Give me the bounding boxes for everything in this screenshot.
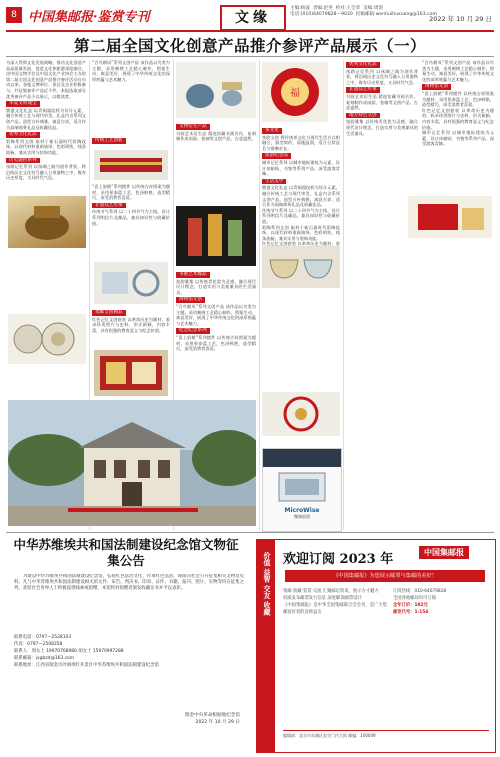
tag: 纪念纪念系列 — [176, 328, 210, 334]
product-photo-jewelry — [94, 262, 168, 304]
page-headline: 第二届全国文化创意产品推介参评产品展示（一） — [73, 36, 426, 55]
notice-sign-org: 瑞金中央革命根据地纪念馆 — [184, 713, 240, 718]
article-text: “百鸟朝凤”系列文创产品 该作品以鸟类为主题，采用刺绣工艺精心制作，图案生动，寓意美好，展现了中华传统文化的深厚底蕴与艺术魅力。 — [422, 60, 494, 82]
side-banner-text: 价值 益智 交友 收藏 — [263, 552, 271, 616]
tag: 书画艺术臻品 — [176, 272, 210, 278]
article-text: 彩陶系列文创 取材于新石器时代彩陶纹饰，以现代材料重新演绎，色彩明快，线条流畅，兼具实用与装饰功能。 — [262, 224, 340, 241]
ad-brand: MicroWise — [284, 507, 320, 514]
tag: 地方特色文创 — [346, 113, 380, 119]
tag: 旅游纪念品 — [262, 153, 291, 159]
article-text: 茶韵文创 将传统茶文化与现代生活方式相融合，器型简约，质地温润，适合日常品茗与馈赠亲友。 — [262, 134, 340, 151]
subscribe-slogan: 《中国集邮报》为您展示邮票与集邮的美好！ — [285, 570, 485, 582]
article-text: 瓷韵雅集 以传统青花瓷为灵感，融合现代设计理念，打造实用与美观兼具的生活器具。 — [176, 278, 256, 295]
product-photo-plates — [8, 314, 86, 364]
subscribe-line: 《中国集邮报》是中华全国集邮联合会会刊，是广大集邮爱好者的良师益友 — [283, 603, 387, 615]
subscribe-footer — [283, 730, 489, 751]
product-photo-figures — [176, 206, 256, 266]
article-text: 彩陶系列文创 取材于新石器时代彩陶纹饰，以现代材料重新演绎，色彩明快，线条流畅，兼具实用与装饰功能。 — [6, 138, 86, 155]
product-photo-box — [408, 196, 492, 238]
ad-banner — [263, 449, 341, 467]
article-text: 书画艺术衍生品 精选馆藏书画名作，复刻制作成扇面、卷轴等文创产品，古意盎然。 — [176, 130, 256, 142]
microwise-ad — [262, 448, 342, 532]
subscribe-zip: 邮编：100009 — [348, 733, 376, 738]
page-header — [6, 4, 494, 32]
column-3-top — [176, 122, 256, 206]
article-text: 红色记忆文创套装 以革命历史为题材，收录珍贵图片与史料，形式新颖，内容丰富，具有很强的教育意义与纪念价值。 — [92, 316, 170, 333]
notice-title: 中华苏维埃共和国法制建设纪念馆文物征集公告 — [13, 537, 239, 568]
column-divider — [259, 60, 260, 530]
article-text: 鼎盛文化礼盒 以青铜器纹样为设计元素，融合传统工艺与现代审美，礼盒内含系列文创产品，造型古朴典雅，寓意吉祥，适合作为高端商务礼品及收藏佳品。 — [6, 107, 86, 130]
article-text: “百鸟朝凤”系列文创产品 该作品以鸟类为主题，采用刺绣工艺精心制作，图案生动，寓意美好，展现了中华传统文化的深厚底蕴与艺术魅力。 — [92, 60, 170, 82]
article-text: 城市记忆系列 以城市地标建筑为元素，设计冰箱贴、书签等系列产品，深受游客青睐。 — [422, 130, 494, 147]
article-text: “喜上眉梢”系列摆件 以传统吉祥图案为题材，采用景泰蓝工艺，色泽鲜艳，造型精巧，深受消费者喜爱。 — [422, 90, 494, 108]
article-text: 瓷韵雅集 以传统青花瓷为灵感，融合现代设计理念，打造实用与美观兼具的生活器具。 — [346, 119, 418, 136]
product-photo-bronze — [8, 196, 86, 248]
subscribe-welcome: 欢迎订阅 2023 年 — [283, 552, 394, 567]
intro-text: 为深入贯彻文化发展战略，推动文化创意产品高质量发展，促进文化和旅游深度融合，由中国文物学会及中国文化产业协会主办的第二届全国文化创意产品推介参评活动自启动以来，各地文博单位、景区及企业积极参与，共征集参评产品近千件。本报选取部分优秀参评产品予以展示，以飨读者。 — [6, 60, 86, 99]
tag: 博物馆文创 — [422, 84, 451, 90]
tag: 历史题材系列 — [6, 158, 40, 164]
contact-person: 联系人：周女士 19970768980 胡女士 15970997288 — [14, 649, 124, 654]
tag: 优秀文化礼品 — [6, 132, 40, 138]
tag: 非遗技艺传承 — [92, 203, 126, 209]
notice-sign-date: 2022 年 10 月 29 日 — [195, 720, 240, 725]
product-photo-red-theme — [94, 350, 168, 396]
article-text: “喜上眉梢”系列摆件 以传统吉祥图案为题材，采用景泰蓝工艺，色泽鲜艳，造型精巧，深受消费者喜爱。 — [176, 334, 256, 352]
subscribe-line: 集邮·收藏·鉴赏·交流 汇聚邮坛资讯，展示方寸魅力 — [283, 589, 379, 594]
subscribe-right — [393, 588, 489, 728]
editorial-info: 主编:杨波 责编:赵英 校对:王全荣 美编:周韵 电话:(010)64079828—9030 投稿邮箱:wenhuihuxuang@163.com — [290, 6, 437, 17]
issue-date: 2022 年 10 月 29 日 — [429, 15, 492, 23]
column-2-top — [92, 60, 170, 130]
subscribe-line: 全国各地邮局均可订阅 — [393, 596, 436, 601]
side-banner — [257, 540, 275, 752]
subscription-ad — [256, 539, 496, 753]
product-photo-bowls — [262, 246, 340, 288]
masthead: 中国集邮报·鉴赏专刊 — [28, 10, 150, 25]
subscribe-price: 全年订价：192元 — [393, 603, 428, 608]
subscribe-left — [283, 588, 387, 728]
contact-email: 联系邮箱：jxgbzd@163.com — [14, 656, 74, 661]
article-text: 红色记忆文创套装 以革命历史为题材，收录珍贵图片与史料，形式新颖，内容丰富，具有很强的教育意义与纪念价值。 — [422, 107, 494, 130]
tag: 茶文化 — [262, 128, 282, 134]
article-text: “喜上眉梢”系列摆件 以传统吉祥图案为题材，采用景泰蓝工艺，色泽鲜艳，造型精巧，深受消费者喜爱。 — [92, 184, 170, 201]
notice-body: 为建设中华苏维埃共和国法制建设纪念馆，弘扬红色法治文化，传承红色基因，现面向社会公开征集相关文物及史料。凡与中华苏维埃共和国法制建设相关的文件、布告、判决书、印章、证件、书籍、报刊、照片、实物等均在征集之列。欢迎社会各界人士积极提供线索或捐赠，本馆将对捐赠者颁发收藏证书并予以表彰。 — [14, 574, 244, 592]
subscribe-line: 权威发布邮票发行信息 深度解读邮票设计 — [283, 596, 362, 601]
product-photo-pendant — [262, 392, 340, 436]
svg-text:福: 福 — [290, 88, 300, 99]
contact-address: 联系地址：江西省瑞金市沙洲坝红井景区中华苏维埃共和国法制建设纪念馆 — [14, 663, 159, 668]
article-text: 丝路记忆系列 以丝绸之路为创作背景，将沿线历史文化符号融入日用器物之中，既有历史厚度，又具时代气息。 — [6, 164, 86, 181]
article-text: 红色记忆文创套装 以革命历史为题材，收 — [262, 241, 340, 247]
article-text: “百鸟朝凤”系列文创产品 该作品以鸟类为主题，采用刺绣工艺精心制作，图案生动，寓意美好，展现了中华传统文化的深厚底蕴与艺术魅力。 — [176, 303, 256, 326]
article-text: 书画艺术衍生品 精选馆藏书画名作，复刻制作成扇面、卷轴等文创产品，古意盎然。 — [346, 93, 418, 111]
article-text: 传统节气系列 以二十四节气为主线，设计系列明信片及邮品，兼具知识性与收藏价值。 — [262, 207, 340, 224]
tag: 博物馆文创 — [176, 297, 205, 303]
headline-rule — [6, 56, 494, 57]
article-text: 传统节气系列 以二十四节气为主线，设计系列明信片及邮品，兼具知识性与收藏价值。 — [92, 209, 170, 226]
page-number: 8 — [6, 7, 22, 23]
tag: 优秀文化礼品 — [346, 62, 380, 68]
article-text: 丝路记忆系列 以丝绸之路为创作背景，将沿线历史文化符号融入日用器物之中，既有历史厚度，又具时代气息。 — [346, 68, 418, 85]
subscribe-address: 编辑部：北京市东城区安定门内大街 — [283, 733, 347, 738]
subscribe-brand: 中国集邮报 — [419, 546, 469, 559]
article-text: 鼎盛文化礼盒 以青铜器纹样为设计元素，融合传统工艺与现代审美，礼盒内含系列文创产品，造型古朴典雅，寓意吉祥，适合作为高端商务礼品及收藏佳品。 — [262, 185, 340, 208]
ad-brand-sub: 微瑞思创 — [294, 514, 310, 519]
notice-signature — [120, 712, 240, 732]
product-photo-circle — [262, 62, 328, 122]
section-rule — [6, 532, 494, 533]
product-photo-scarf — [94, 150, 168, 180]
section-title: 文缘 — [220, 5, 286, 31]
contact-fax: 传真：0797—2508358 — [14, 642, 63, 647]
notice-contacts — [14, 634, 244, 704]
tag: 文物衍生产品 — [176, 124, 210, 130]
memorial-building-photo — [8, 400, 256, 526]
subscribe-code: 邮发代号：1-154 — [393, 610, 429, 615]
article-text: 城市记忆系列 以城市地标建筑为元素，设计冰箱贴、书签等系列产品，深受游客青睐。 — [262, 159, 340, 177]
subscribe-line: 订阅热线：010-64079828 — [393, 589, 447, 594]
tag: 华夏文明瑰宝 — [6, 101, 40, 107]
tag: 传统工艺创新 — [92, 138, 126, 144]
product-photo-teaset — [176, 62, 256, 118]
tag: 生活美学 — [262, 179, 286, 185]
column-divider — [343, 60, 344, 530]
tag: 集邮文创精品 — [92, 310, 126, 316]
contact-phone: 联系电话：0797—2528103 — [14, 635, 72, 640]
tag: 非遗技艺传承 — [346, 87, 380, 93]
